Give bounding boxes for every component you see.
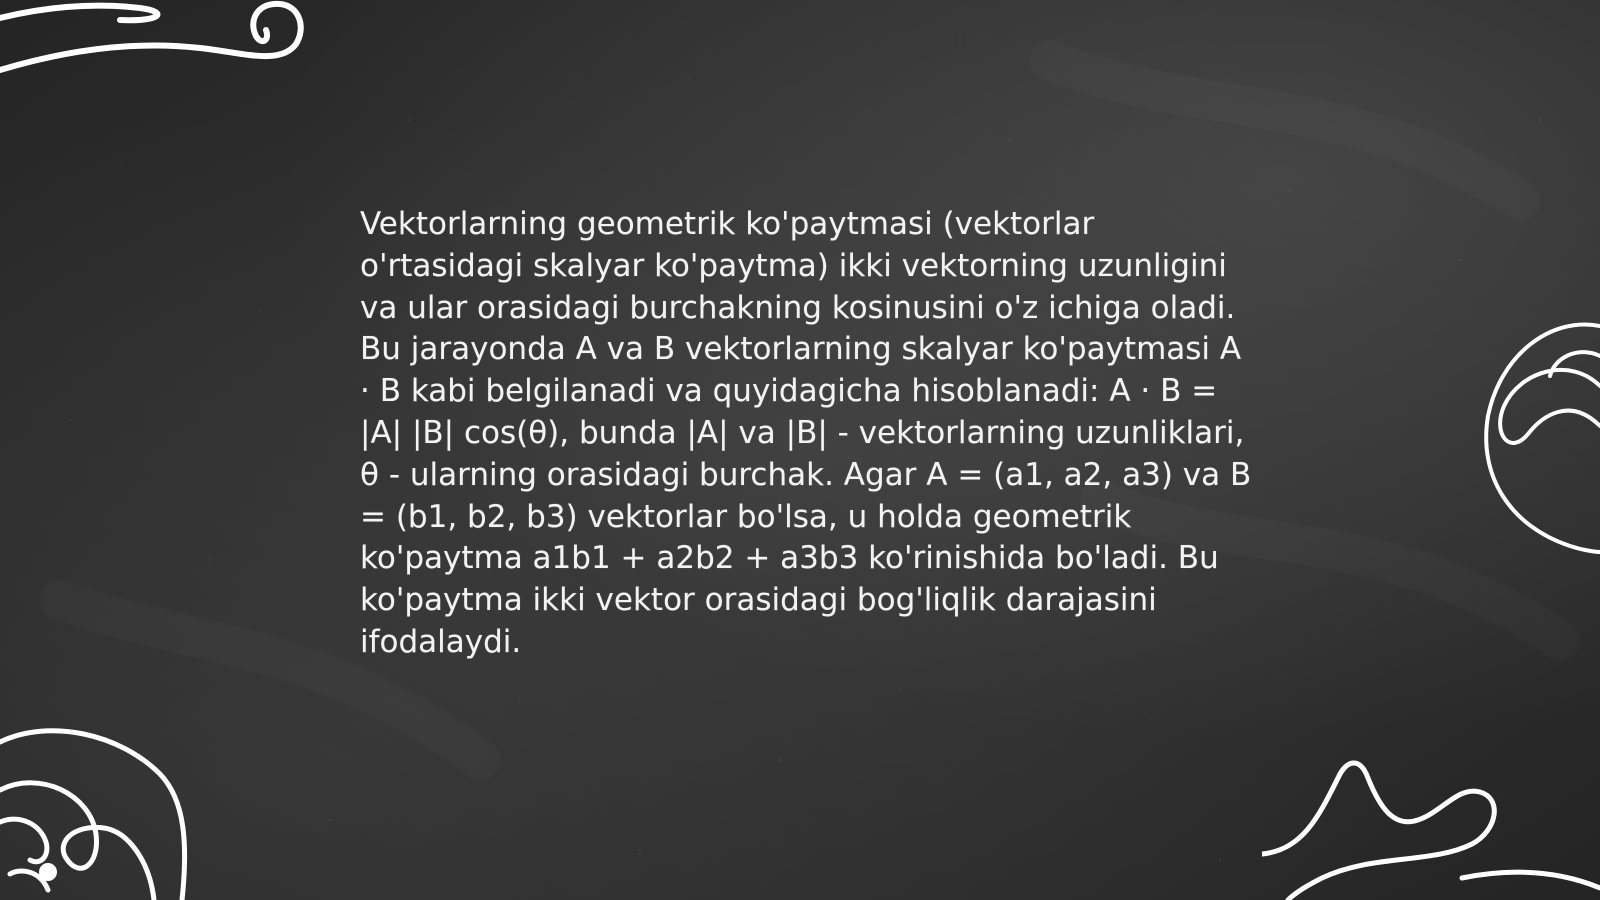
chalk-spiral-doodle [1480, 316, 1600, 566]
chalk-spiral-doodle [0, 724, 200, 900]
chalk-squiggle-doodle [1262, 758, 1600, 900]
chalk-swirl-doodle [0, 0, 320, 90]
slide-body-text: Vektorlarning geometrik ko'paytmasi (vektorlar o'rtasidagi skalyar ko'paytma) ikki vektorning uzunligini va ular orasidagi burchakning kosinusini o'z ichiga oladi. Bu jarayonda A va B vektorlarning skalyar ko'paytmasi A · B kabi belgilanadi va quyidagicha hisoblanadi: A · B = |A| |B| cos(θ), bunda |A| va |B| - vektorlarning uzunliklari, θ - ularning orasidagi burchak. Agar A = (a1, a2, a3) va B = (b1, b2, b3) vektorlar bo'lsa, u holda geometrik ko'paytma a1b1 + a2b2 + a3b3 ko'rinishida bo'ladi. Bu ko'paytma ikki vektor orasidagi bog'liqlik darajasini ifodalaydi. [360, 206, 1252, 660]
